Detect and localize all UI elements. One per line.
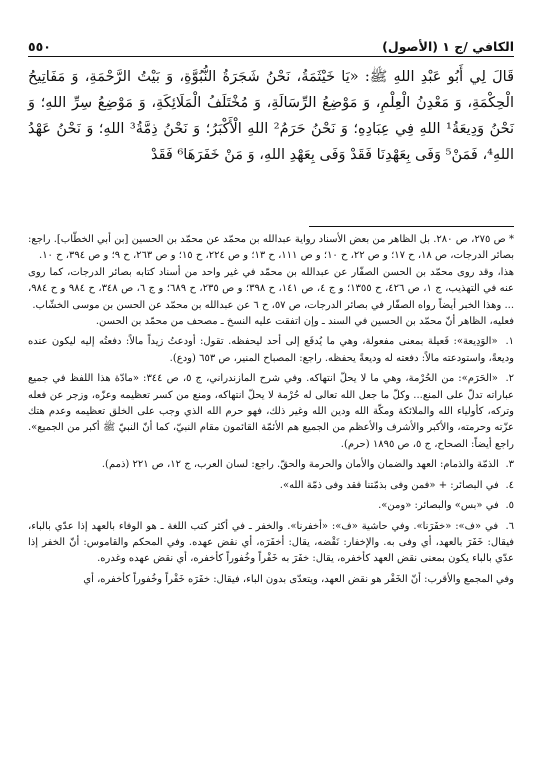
- footnote-6: [28, 519, 514, 568]
- footnote-number: ١.: [505, 336, 514, 348]
- footnote-continuation: وفي المجمع والأقرب: أنّ الخَفْر هو نقض العهد، ويتعدّى بدون الباء، فيقال: خفَرَه خَفْراً وخُفوراً كأخفره، أي: [83, 573, 514, 585]
- source-note: فعليه، الظاهر أنّ محمّد بن الحسين في السند ـ وإن اتفقت عليه النسخ ـ مصحف من محمّد بن الحسن.: [95, 316, 514, 328]
- footnote-number: ٢.: [505, 373, 514, 385]
- header-rule: [28, 56, 514, 57]
- page-header: [28, 32, 514, 54]
- footnote-2: [28, 371, 514, 453]
- running-title: الكافي /ج ١ (الأصول): [382, 39, 514, 54]
- footnote-3: [28, 457, 514, 473]
- footnote-text: «الحَرَم»: من الحُرْمة، وهي ما لا يحلّ انتهاكه. وفي شرح المازندراني، ج ٥، ص ٣٤٤: «مادّة هذا اللفظ في جميع عباراته تدلّ على المنع... وكلّ ما جعل الله تعالى له حُرْمة لا يحلّ انتهاكه، ومنع من كسر تعظيمه وعزّه، وزجر عن فعله وتركه، كأولياء الله والملائكة ومكّة الله ودين الله وغير ذلك، فهو حرم الله الذي وجب على الخلق تعظيمه وعدم هتك عزّته وحرمته، والأكبر والأشرف والأعظم من الجميع هم الأئمّة القائمون مقام النبيّ، كما أنّ النبيّ ﷺ أكبر من الجميع». راجع أيضاً: الصحاح، ج ٥، ص ١٨٩٥ (حرم).: [28, 373, 514, 450]
- footnote-number: ٤.: [505, 479, 514, 491]
- footnote-text: الذمّة والذمام: العهد والضمان والأمان والحرمة والحقّ. راجع: لسان العرب، ج ١٢، ص ٢٢١ (ذمم).: [101, 459, 499, 471]
- page-number: ٥٥٠: [28, 39, 51, 54]
- footnote-text: في «بس» والبصائر: «ومن».: [378, 500, 499, 512]
- footnote-text: «الوَدِيعة»: فَعيلة بمعنى مفعولة، وهي ما يُدفَع إلى أحد ليحفظه. تقول: أودعتُ زيداً مالاً: دفعتُه إليه ليكون عنده وديعةً، واستودعته مالاً: دفعته له وديعةً يحفظه. راجع: المصباح المنير، ص ٦٥٣ (ودع).: [28, 336, 514, 364]
- footnote-1: [28, 334, 514, 367]
- source-note: * ص ٢٧٥، ص ٢٨٠. بل الظاهر من بعض الأسناد رواية عبدالله بن محمّد عن محمّد بن الحسين [بن أبي الخطّاب]. راجع: بصائر الدرجات، ص ١٨، ح ١٧؛ و ص ٢٢، ح ١٠؛ و ص ١١١، ح ١٣؛ و ص ٢٢٤، ح ١٥؛ و ص ٢٦٣، ح ٩؛ و ص ٣٩٤، ح ١٠.: [28, 234, 514, 262]
- main-text: [28, 64, 514, 168]
- footnote-5: [28, 498, 514, 514]
- footnote-4: [28, 478, 514, 494]
- footnote-number: ٦.: [505, 520, 514, 532]
- source-note: هذا، وقد روى محمّد بن الحسن الصفّار عن عبدالله بن محمّد في غير واحد من أسناد كتابه بصائر الدرجات، كما روى عنه في التهذيب، ج ١، ص ٤٢٦، ح ١٣٥٥؛ و ج ٤، ص ١٤١، ح ٣٩٨؛ و ص ٢٣٥، ح ٦٨٩؛ و ج ٦، ص ٣٤٨، ح ٩٨٤ و ح ٩٨٤، ... وهذا الخبر أيضاً رواه الصفّار في بصائر الدرجات، ص ٥٧، ح ٦ عن عبدالله بن محمّد عن الحسن بن موسى الخشّاب.: [28, 266, 515, 311]
- footnote-text: في «ف»: «خفَرَنا». وفي حاشية «ف»: «أخفرنا». والخفر ـ في أكثر كتب اللغة ـ هو الوفاء بالعهد إذا عدّي بالباء، فيقال: خَفَرَ بالعهد، أي وفى به. والإخفار: نَقْضه، يقال: أخفَرَه، أي نقض عهده. وفي المحكم والقاموس: أنّ الخفر إذا عدّي بالباء يكون بمعنى نقض العهد كأخفره، يقال: خفَرَ به خَفْراً وخُفوراً كأخفره، أي نقض عهده وغدره.: [28, 520, 514, 565]
- footnotes: [28, 232, 514, 588]
- footnote-number: ٥.: [505, 500, 514, 512]
- footnote-separator: [309, 226, 514, 227]
- main-paragraph: قَالَ لِي أَبُو عَبْدِ اللهِ ﷺ: «يَا خَيْثَمَةُ، نَحْنُ شَجَرَةُ النُّبُوَّةِ، وَ بَيْتُ الرَّحْمَةِ، وَ مَفَاتِيحُ الْحِكْمَةِ، وَ مَعْدِنُ الْعِلْمِ، وَ مَوْضِعُ الرِّسَالَةِ، وَ مُخْتَلَفُ الْمَلَائِكَةِ، وَ مَوْضِعُ سِرِّ اللهِ؛ وَ نَحْنُ وَدِيعَةُ¹ اللهِ فِي عِبَادِهِ؛ وَ نَحْنُ حَرَمُ² اللهِ الْأَكْبَرُ؛ وَ نَحْنُ ذِمَّةُ³ اللهِ؛ وَ نَحْنُ عَهْدُ اللهِ⁴، فَمَنْ⁵ وَفَى بِعَهْدِنَا فَقَدْ وَفَى بِعَهْدِ اللهِ، وَ مَنْ خَفَرَهَا⁶ فَقَدْ: [28, 69, 515, 163]
- footnote-number: ٣.: [505, 459, 514, 471]
- footnote-text: في البصائر: + «فمن وفى بذمّتنا فقد وفى ذمّة الله».: [279, 479, 499, 491]
